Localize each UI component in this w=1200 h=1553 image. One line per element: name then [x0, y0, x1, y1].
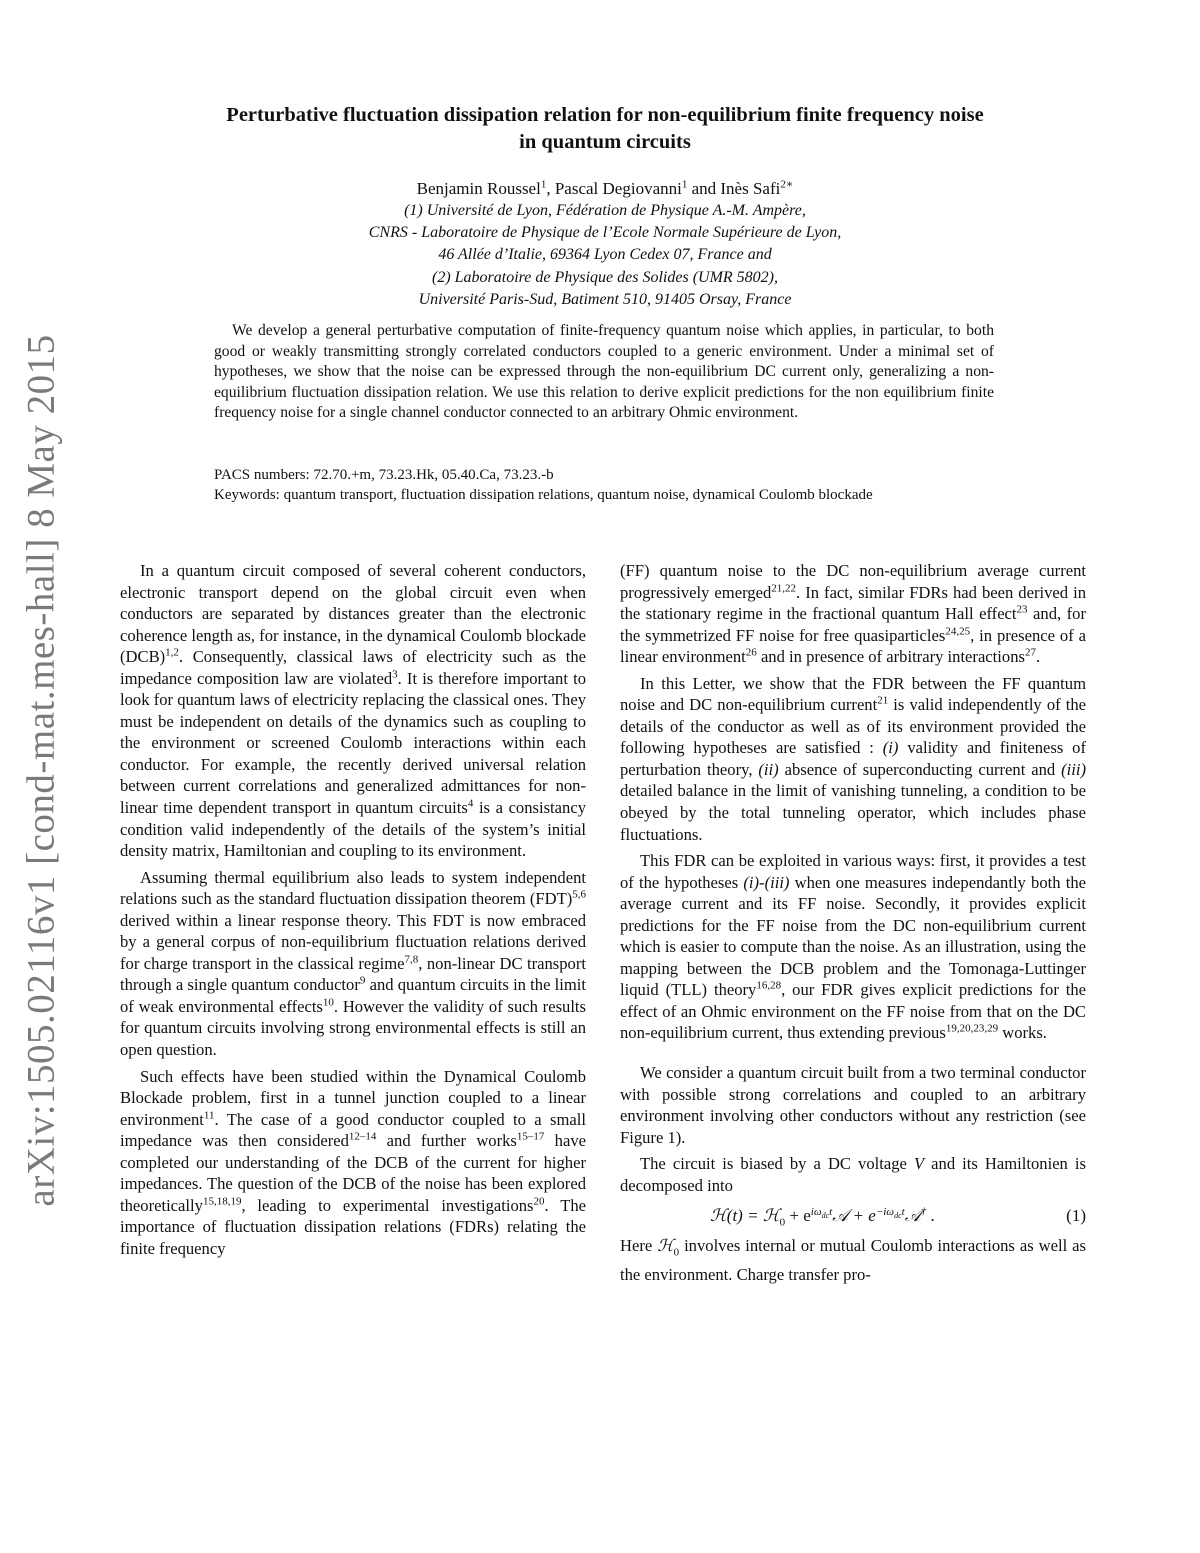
title-line-2: in quantum circuits — [519, 131, 691, 153]
title-line-1: Perturbative fluctuation dissipation relation for non-equilibrium finite frequency noise — [226, 104, 984, 126]
paragraph: The circuit is biased by a DC voltage V and its Hamiltonien is decomposed into — [620, 1154, 1086, 1195]
author-name: Benjamin Roussel — [416, 179, 541, 198]
author-name: Pascal Degiovanni — [554, 179, 682, 198]
paragraph: Here ℋ$_0$ involves internal or mutual Coulomb interactions as well as the environment. Charge transfer pro- — [620, 1236, 1086, 1285]
paragraph: This FDR can be exploited in various ways: first, it provides a test of the hypotheses (i)-(iii) when one measures independantly both the average current and its FF noise. Secondly, it provides explicit predictions for the FF noise from the DC non-equilibrium current which is easier to compute than the noise. As an illustration, using the mapping between the DCB problem and the Tomonaga-Luttinger liquid (TLL) theory$^{16,28}$, our FDR gives explicit predictions for the effect of an Ohmic environment on the FF noise from that on the DC non-equilibrium current, thus extending previous$^{19,20,23,29}$ works. — [620, 851, 1087, 1043]
affiliation-marker: 1 — [681, 178, 688, 191]
affiliation-line: CNRS - Laboratoire de Physique de l’Ecole Normale Supérieure de Lyon, — [368, 224, 842, 242]
affiliation-marker: 1 — [540, 178, 547, 191]
citation: 5,6 — [572, 888, 586, 901]
equation-number: (1) — [1066, 1206, 1086, 1226]
citation: 24,25 — [945, 625, 971, 638]
citation: 7,8 — [404, 953, 419, 966]
author-list: Benjamin Roussel$^1$, Pascal Degiovanni$^1$ and Inès Safi$^{2∗}$ — [416, 178, 794, 198]
affiliation-line: (1) Université de Lyon, Fédération de Physique A.-M. Ampère, — [404, 202, 806, 219]
affiliation-line: 46 Allée d’Italie, 69364 Lyon Cedex 07, France and — [438, 246, 772, 264]
equation-1 — [620, 1199, 1086, 1233]
hypothesis-marker: (i) — [882, 738, 899, 758]
citation: 16,28 — [756, 979, 782, 992]
abstract: We develop a general perturbative computation of finite-frequency quantum noise which applies, in particular, to both good or weakly transmitting strongly correlated conductors coupled to a generic environment. Under a minimal set of hypotheses, we show that the noise can be expressed through the non-equilibrium DC current only, generalizing a non-equilibrium fluctuation dissipation relation. We use this relation to derive explicit predictions for the non equilibrium finite frequency noise for a single channel conductor connected to an arbitrary Ohmic environment. — [214, 322, 994, 422]
affiliation-line: Université Paris-Sud, Batiment 510, 91405 Orsay, France — [418, 290, 792, 308]
citation: 10 — [322, 996, 334, 1009]
paragraph: Assuming thermal equilibrium also leads to system independent relations such as the standard fluctuation dissipation theorem (FDT)$^{5,6}$ derived within a linear response theory. This FDT is now embraced by a general corpus of non-equilibrium fluctuation relations derived for charge transport in the classical regime$^{7,8}$, non-linear DC transport through a single quantum conductor$^9$ and quantum circuits in the limit of weak environmental effects$^{10}$. However the validity of such results for quantum circuits involving strong environmental effects is still an open question. — [120, 867, 587, 1060]
right-column — [620, 560, 1086, 1286]
keywords: Keywords: quantum transport, fluctuation dissipation relations, quantum noise, dynamical Coulomb blockade — [214, 487, 873, 503]
paragraph: (FF) quantum noise to the DC non-equilibrium average current progressively emerged$^{21,22}$. In fact, similar FDRs had been derived in the stationary regime in the fractional quantum Hall effect$^{23}$ and, for the symmetrized FF noise for free quasiparticles$^{24,25}$, in presence of a linear environment$^{26}$ and in presence of arbitrary interactions$^{27}$. — [620, 561, 1087, 667]
citation: 12–14 — [348, 1130, 377, 1143]
equation-body: ℋ(t) = ℋ$_0$ + $e^{i\omega_{dc}t}𝒜$ + $e^{-i\omega_{dc}t}𝒜^\dagger$ . — [710, 1205, 935, 1229]
citation: 23 — [1016, 603, 1028, 616]
affiliation-line: (2) Laboratoire de Physique des Solides (UMR 5802), — [431, 268, 778, 286]
pacs-numbers: PACS numbers: 72.70.+m, 73.23.Hk, 05.40.Ca, 73.23.-b — [214, 467, 554, 483]
citation: 3 — [392, 668, 398, 681]
citation: 11 — [203, 1109, 215, 1122]
hypothesis-marker: (i)-(iii) — [743, 872, 790, 892]
citation: 15,18,19 — [202, 1195, 242, 1208]
citation: 26 — [745, 646, 757, 659]
citation: 21 — [877, 694, 889, 707]
hypothesis-marker: (iii) — [1061, 759, 1086, 779]
paragraph: In a quantum circuit composed of several coherent conductors, electronic transport depend on the global circuit even when conductors are separated by distances greater than the electronic coherence length as, for instance, in the dynamical Coulomb blockade (DCB)$^{1,2}$. Consequently, classical laws of electricity such as the impedance composition law are violated$^3$. It is therefore important to look for quantum laws of electricity replacing the classical ones. They must be independent on details of the dynamics such as coupling to the environment or screened Coulomb interactions within each conductor. For example, the recently derived universal relation between current correlations and generalized admittances for non-linear time dependent transport in quantum circuits$^4$ is a consistancy condition valid independently of the details of the system’s initial density matrix, Hamiltonian and coupling to its environment. — [120, 561, 586, 861]
left-column — [120, 560, 586, 1260]
citation: 1,2 — [165, 646, 179, 659]
hypothesis-marker: (ii) — [758, 759, 779, 779]
paper-title — [100, 102, 1110, 156]
arxiv-identifier: arXiv:1505.02116v1 [cond-mat.mes-hall] 8 May 2015 — [19, 333, 63, 1207]
author-name: Inès Safi — [720, 179, 781, 198]
affiliations — [100, 200, 1110, 311]
citation: 19,20,23,29 — [945, 1022, 999, 1035]
author-conjunction: and — [691, 179, 717, 198]
affiliation-marker: 2∗ — [780, 178, 794, 191]
citation: 9 — [359, 974, 366, 987]
citation: 15–17 — [516, 1130, 545, 1143]
citation: 4 — [467, 797, 474, 810]
paragraph: We consider a quantum circuit built from a two terminal conductor with possible strong correlations and coupled to an arbitrary environment involving other conductors without any restriction (see Figure 1). — [620, 1063, 1086, 1147]
paragraph: In this Letter, we show that the FDR between the FF quantum noise and DC non-equilibrium current$^{21}$ is valid independently of the details of the conductor as well as of its environment provided the following hypotheses are satisfied : (i) validity and finiteness of perturbation theory, (ii) absence of superconducting current and (iii) detailed balance in the limit of vanishing tunneling, a condition to be obeyed by the total tunneling operator, which includes phase fluctuations. — [620, 673, 1086, 844]
paragraph: Such effects have been studied within the Dynamical Coulomb Blockade problem, first in a tunnel junction coupled to a linear environment$^{11}$. The case of a good conductor coupled to a small impedance was then considered$^{12-14}$ and further works$^{15-17}$ have completed our understanding of the DCB of the current for higher impedances. The question of the DCB of the noise has been explored theoretically$^{15,18,19}$, leading to experimental investigations$^{20}$. The importance of fluctuation dissipation relations (FDRs) relating the finite frequency — [120, 1066, 586, 1258]
arxiv-sidebar-stamp — [8, 330, 74, 1210]
citation: 27 — [1024, 646, 1036, 659]
citation: 21,22 — [771, 582, 797, 595]
citation: 20 — [533, 1195, 545, 1208]
